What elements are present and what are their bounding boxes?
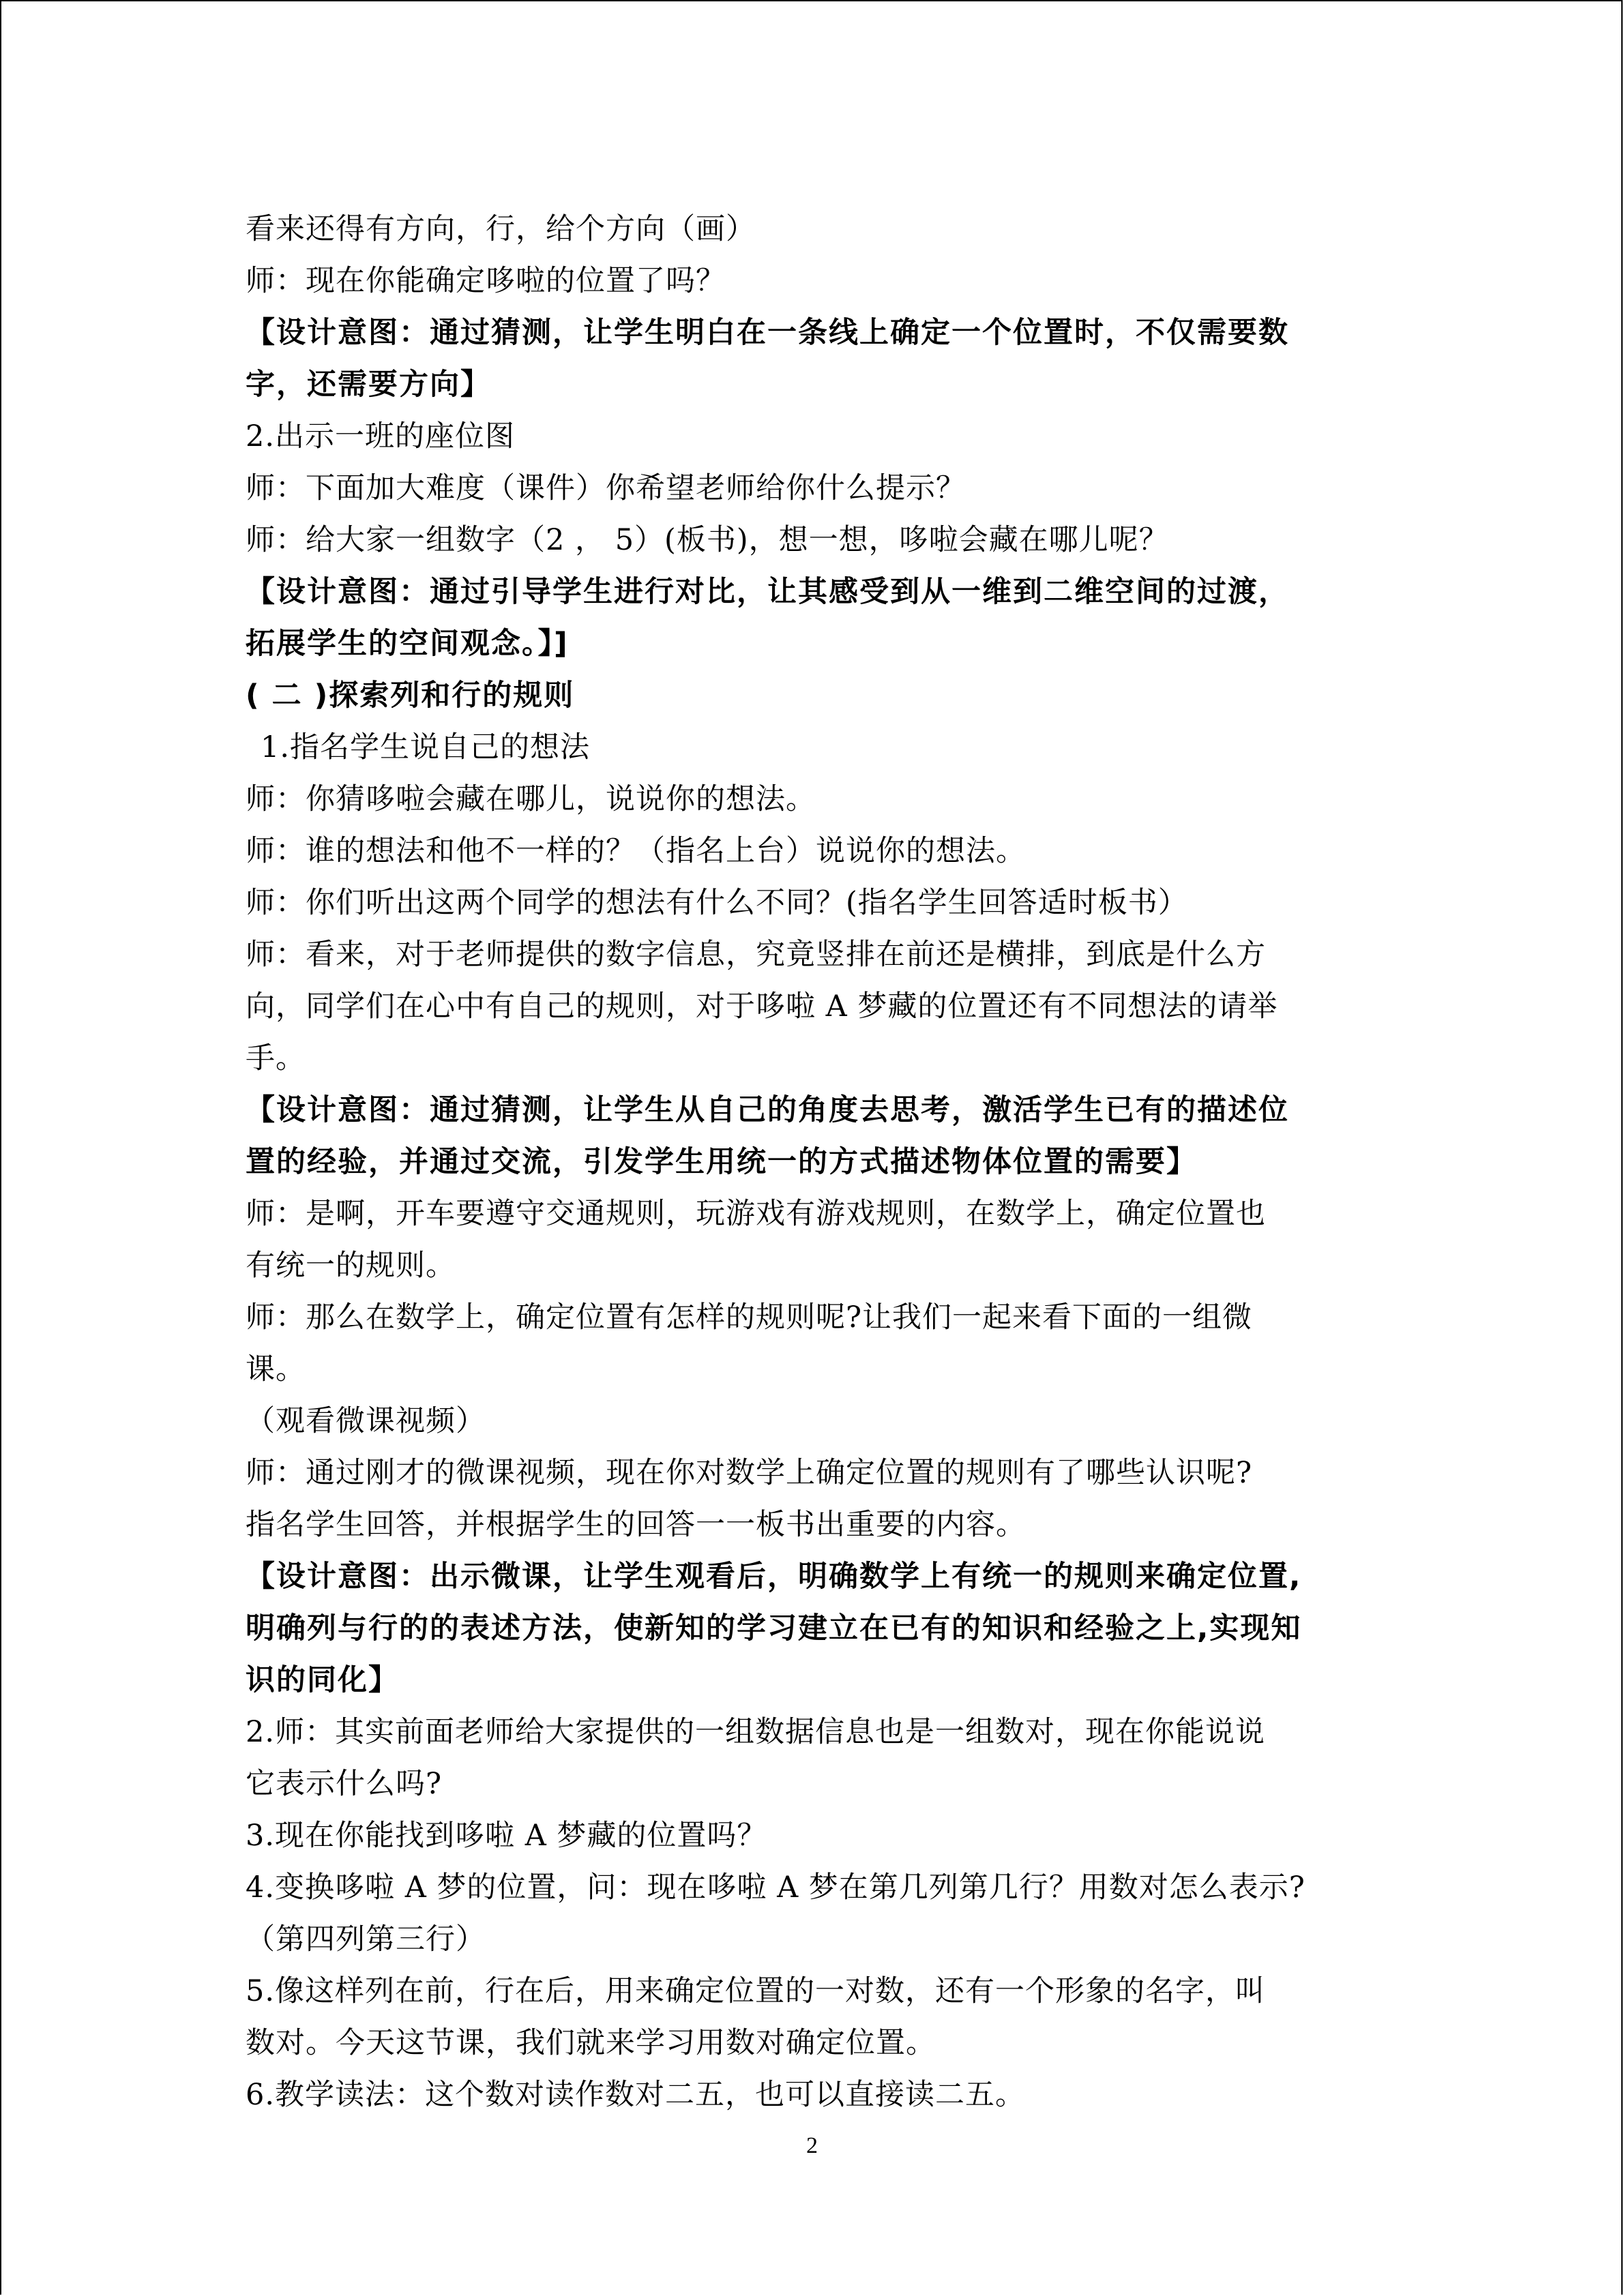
design-intent-line: ( 二 )探索列和行的规则 (246, 679, 575, 713)
text-line: 2.师：其实前面老师给大家提供的一组数据信息也是一组数对，现在你能说说 (246, 1715, 1266, 1749)
text-line: 师：看来，对于老师提供的数字信息，究竟竖排在前还是横排，到底是什么方 (246, 938, 1266, 972)
design-intent-line: 【设计意图：通过猜测，让学生从自己的角度去思考，激活学生已有的描述位 (246, 1093, 1289, 1127)
text-line: 指名学生回答，并根据学生的回答一一板书出重要的内容。 (246, 1508, 1026, 1542)
text-line: 师：通过刚才的微课视频，现在你对数学上确定位置的规则有了哪些认识呢? (246, 1456, 1253, 1490)
text-line: 数对。今天这节课，我们就来学习用数对确定位置。 (246, 2026, 936, 2060)
design-intent-line: 【设计意图：通过引导学生进行对比，让其感受到从一维到二维空间的过渡， (246, 575, 1289, 609)
text-line: 师：你猜哆啦会藏在哪儿，说说你的想法。 (246, 782, 816, 816)
text-line: 它表示什么吗? (246, 1767, 443, 1801)
text-line: 手。 (246, 1041, 306, 1075)
design-intent-line: 拓展学生的空间观念。】] (246, 627, 569, 661)
text-line: 课。 (246, 1352, 306, 1386)
text-line: 看来还得有方向，行，给个方向（画） (246, 212, 756, 246)
text-line: 师：给大家一组数字（2 ， 5）(板书)，想一想，哆啦会藏在哪儿呢？ (246, 523, 1169, 557)
text-line: 4.变换哆啦 A 梦的位置，问：现在哆啦 A 梦在第几列第几行？用数对怎么表示? (246, 1870, 1305, 1905)
text-line: 师：是啊，开车要遵守交通规则，玩游戏有游戏规则，在数学上，确定位置也 (246, 1197, 1266, 1231)
design-intent-line: 字，还需要方向】 (246, 368, 491, 402)
design-intent-line: 明确列与行的的表述方法，使新知的学习建立在已有的知识和经验之上,实现知 (246, 1611, 1302, 1645)
text-line: 师：谁的想法和他不一样的？（指名上台）说说你的想法。 (246, 834, 1026, 868)
text-line: （观看微课视频） (246, 1404, 486, 1438)
design-intent-line: 识的同化】 (246, 1663, 399, 1697)
text-line: 师：那么在数学上，确定位置有怎样的规则呢?让我们一起来看下面的一组微 (246, 1300, 1253, 1335)
text-line: 1.指名学生说自己的想法 (261, 730, 591, 764)
design-intent-line: 【设计意图：出示微课，让学生观看后，明确数学上有统一的规则来确定位置, (246, 1560, 1302, 1594)
text-line: （第四列第三行） (246, 1922, 486, 1956)
text-line: 师：下面加大难度（课件）你希望老师给你什么提示？ (246, 471, 966, 505)
text-line: 向，同学们在心中有自己的规则，对于哆啦 A 梦藏的位置还有不同想法的请举 (246, 989, 1278, 1024)
text-line: 6.教学读法：这个数对读作数对二五，也可以直接读二五。 (246, 2078, 1026, 2112)
text-line: 3.现在你能找到哆啦 A 梦藏的位置吗？ (246, 1819, 767, 1853)
document-body (246, 203, 1364, 2121)
design-intent-line: 【设计意图：通过猜测，让学生明白在一条线上确定一个位置时，不仅需要数 (246, 316, 1289, 350)
text-line: 5.像这样列在前，行在后，用来确定位置的一对数，还有一个形象的名字，叫 (246, 1974, 1266, 2008)
text-line: 2.出示一班的座位图 (246, 419, 516, 453)
text-line: 师：现在你能确定哆啦的位置了吗？ (246, 264, 726, 298)
design-intent-line: 置的经验，并通过交流，引发学生用统一的方式描述物体位置的需要】 (246, 1145, 1197, 1179)
text-line: 有统一的规则。 (246, 1249, 456, 1283)
text-line: 师：你们听出这两个同学的想法有什么不同？(指名学生回答适时板书） (246, 886, 1188, 920)
page-number: 2 (806, 2133, 818, 2158)
